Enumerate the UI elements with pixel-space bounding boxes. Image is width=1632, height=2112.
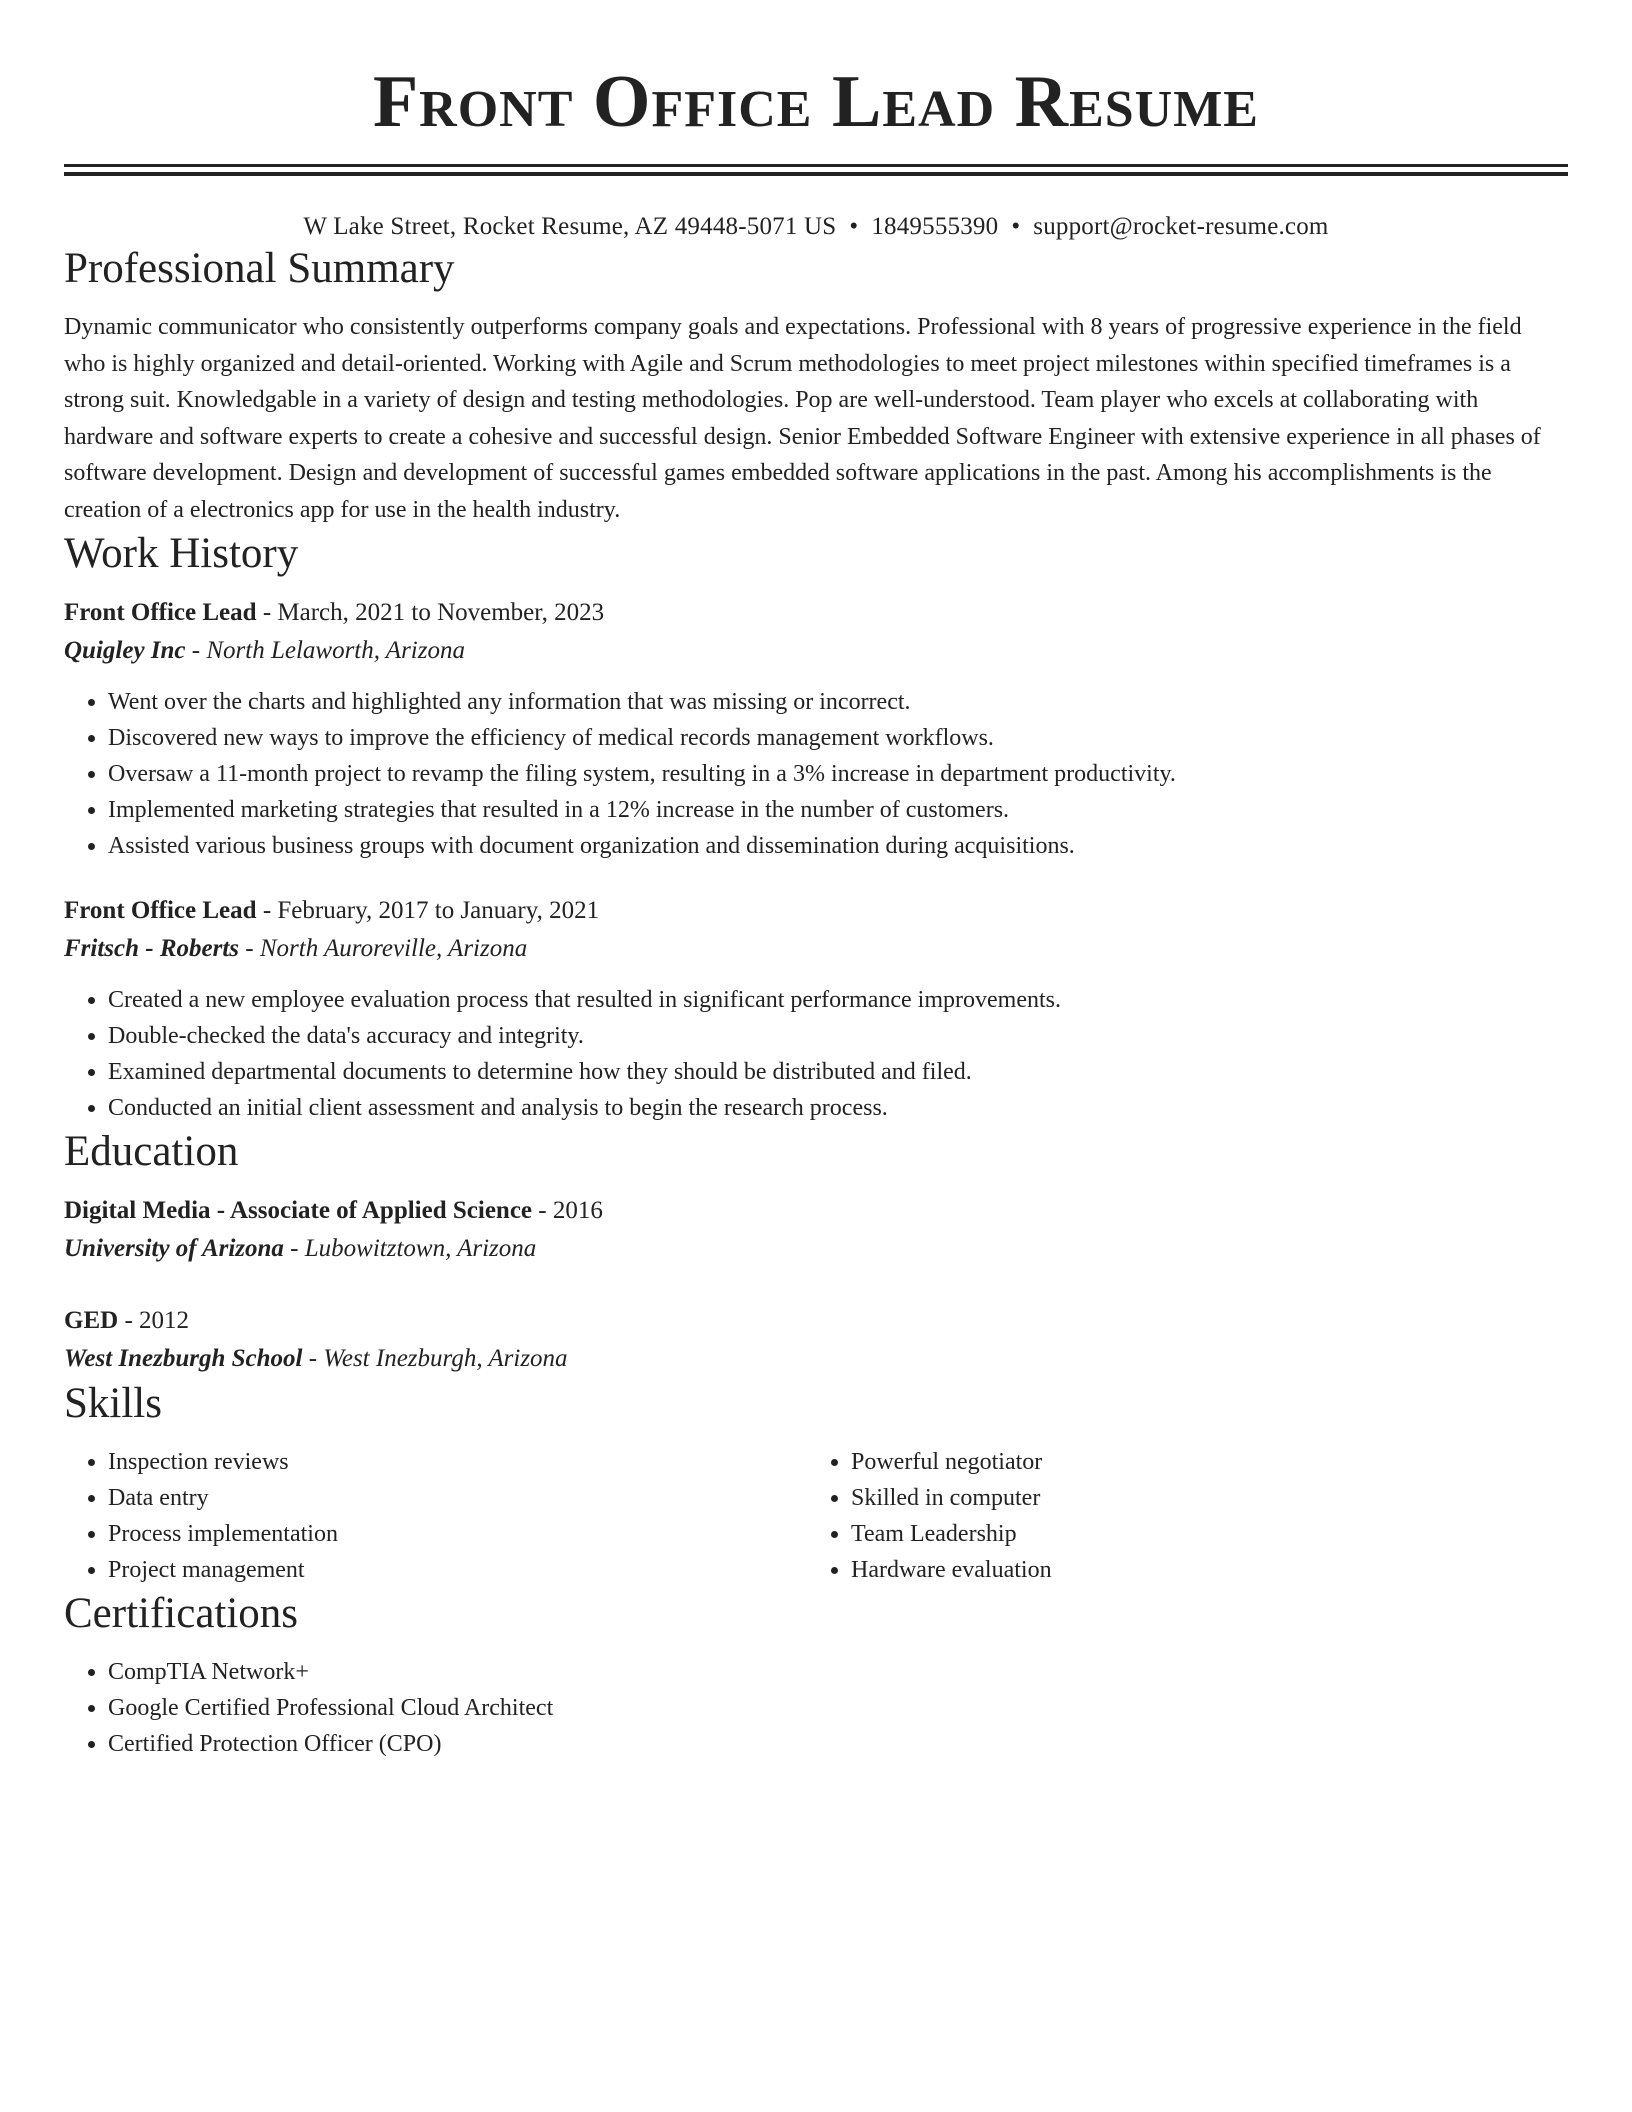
skill-item: • Hardware evaluation <box>851 1552 1550 1588</box>
work-history-heading: Work History <box>64 530 299 577</box>
contact-address: W Lake Street, Rocket Resume, AZ 49448-5071 US <box>303 213 837 240</box>
contact-email: support@rocket-resume.com <box>1033 213 1329 240</box>
summary-heading: Professional Summary <box>64 245 455 292</box>
education-degree-line <box>64 1302 1568 1340</box>
list-item: • Went over the charts and highlighted any information that was missing or incorrect. <box>108 684 1568 720</box>
education-year: - 2016 <box>532 1197 603 1224</box>
list-item: • Double-checked the data's accuracy and integrity. <box>108 1018 1568 1054</box>
job-bullets <box>64 982 1568 1126</box>
job-company-line <box>64 930 1568 968</box>
skills-list <box>807 1444 1550 1588</box>
job-title: Front Office Lead <box>64 599 257 626</box>
contact-phone: 1849555390 <box>871 213 999 240</box>
education-degree-line <box>64 1192 1568 1230</box>
skill-item: • Inspection reviews <box>108 1444 807 1480</box>
contact-separator: • <box>849 213 859 240</box>
list-item: • Oversaw a 11-month project to revamp the filing system, resulting in a 3% increase in department productivity. <box>108 756 1568 792</box>
education-entry <box>64 1192 1568 1268</box>
education-location: - Lubowitztown, Arizona <box>283 1235 537 1262</box>
list-item: • Discovered new ways to improve the efficiency of medical records management workflows. <box>108 720 1568 756</box>
skill-item: • Data entry <box>108 1480 807 1516</box>
certifications-heading: Certifications <box>64 1590 299 1637</box>
education-school: University of Arizona <box>64 1235 284 1262</box>
job-company: Quigley Inc <box>64 637 186 664</box>
skill-item: • Process implementation <box>108 1516 807 1552</box>
skill-item: • Skilled in computer <box>851 1480 1550 1516</box>
skill-item: • Powerful negotiator <box>851 1444 1550 1480</box>
education-degree: Digital Media - Associate of Applied Science <box>64 1197 533 1224</box>
education-entry <box>64 1302 1568 1378</box>
skills-grid <box>64 1444 1568 1588</box>
skills-column-right <box>807 1444 1550 1588</box>
certification-item: • Certified Protection Officer (CPO) <box>108 1726 1568 1762</box>
education-school: West Inezburgh School <box>64 1345 303 1372</box>
job-title: Front Office Lead <box>64 897 257 924</box>
job-location: - North Auroreville, Arizona <box>239 935 528 962</box>
skill-item: • Team Leadership <box>851 1516 1550 1552</box>
skills-column-left <box>64 1444 807 1588</box>
list-item: • Created a new employee evaluation process that resulted in significant performance improvements. <box>108 982 1568 1018</box>
summary-text: Dynamic communicator who consistently outperforms company goals and expectations. Professional with 8 years of progressive experience in the field who is highly organized and detail-oriented. Working with Agile and Scrum methodologies to meet project milestones within specified timeframes is a strong suit. Knowledgable in a variety of design and testing methodologies. Pop are well-understood. Team player who excels at collaborating with hardware and software experts to create a cohesive and successful design. Senior Embedded Software Engineer with extensive experience in all phases of software development. Design and development of successful games embedded software applications in the past. Among his accomplishments is the creation of a electronics app for use in the health industry. <box>64 314 1541 523</box>
skill-item: • Project management <box>108 1552 807 1588</box>
job-dates: - February, 2017 to January, 2021 <box>256 897 600 924</box>
certification-item: • CompTIA Network+ <box>108 1654 1568 1690</box>
title-divider <box>64 164 1568 176</box>
education-year: - 2012 <box>118 1307 190 1334</box>
skills-heading: Skills <box>64 1380 162 1427</box>
education-heading: Education <box>64 1128 239 1175</box>
job-company: Fritsch - Roberts <box>64 935 240 962</box>
job-entry <box>64 892 1568 1126</box>
education-school-line <box>64 1340 1568 1378</box>
certification-item: • Google Certified Professional Cloud Architect <box>108 1690 1568 1726</box>
job-title-line <box>64 594 1568 632</box>
contact-separator: • <box>1011 213 1021 240</box>
list-item: • Examined departmental documents to determine how they should be distributed and filed. <box>108 1054 1568 1090</box>
skills-list <box>64 1444 807 1588</box>
list-item: • Implemented marketing strategies that resulted in a 12% increase in the number of customers. <box>108 792 1568 828</box>
list-item: • Conducted an initial client assessment and analysis to begin the research process. <box>108 1090 1568 1126</box>
education-location: - West Inezburgh, Arizona <box>302 1345 568 1372</box>
certifications-list <box>64 1654 1568 1762</box>
job-location: - North Lelaworth, Arizona <box>185 637 465 664</box>
education-degree: GED <box>64 1307 119 1334</box>
job-entry <box>64 594 1568 864</box>
job-dates: - March, 2021 to November, 2023 <box>256 599 605 626</box>
job-title-line <box>64 892 1568 930</box>
job-bullets <box>64 684 1568 864</box>
resume-title: Front Office Lead Resume <box>372 61 1259 143</box>
contact-line <box>64 211 1568 243</box>
list-item: • Assisted various business groups with document organization and dissemination during acquisitions. <box>108 828 1568 864</box>
education-school-line <box>64 1230 1568 1268</box>
job-company-line <box>64 632 1568 670</box>
